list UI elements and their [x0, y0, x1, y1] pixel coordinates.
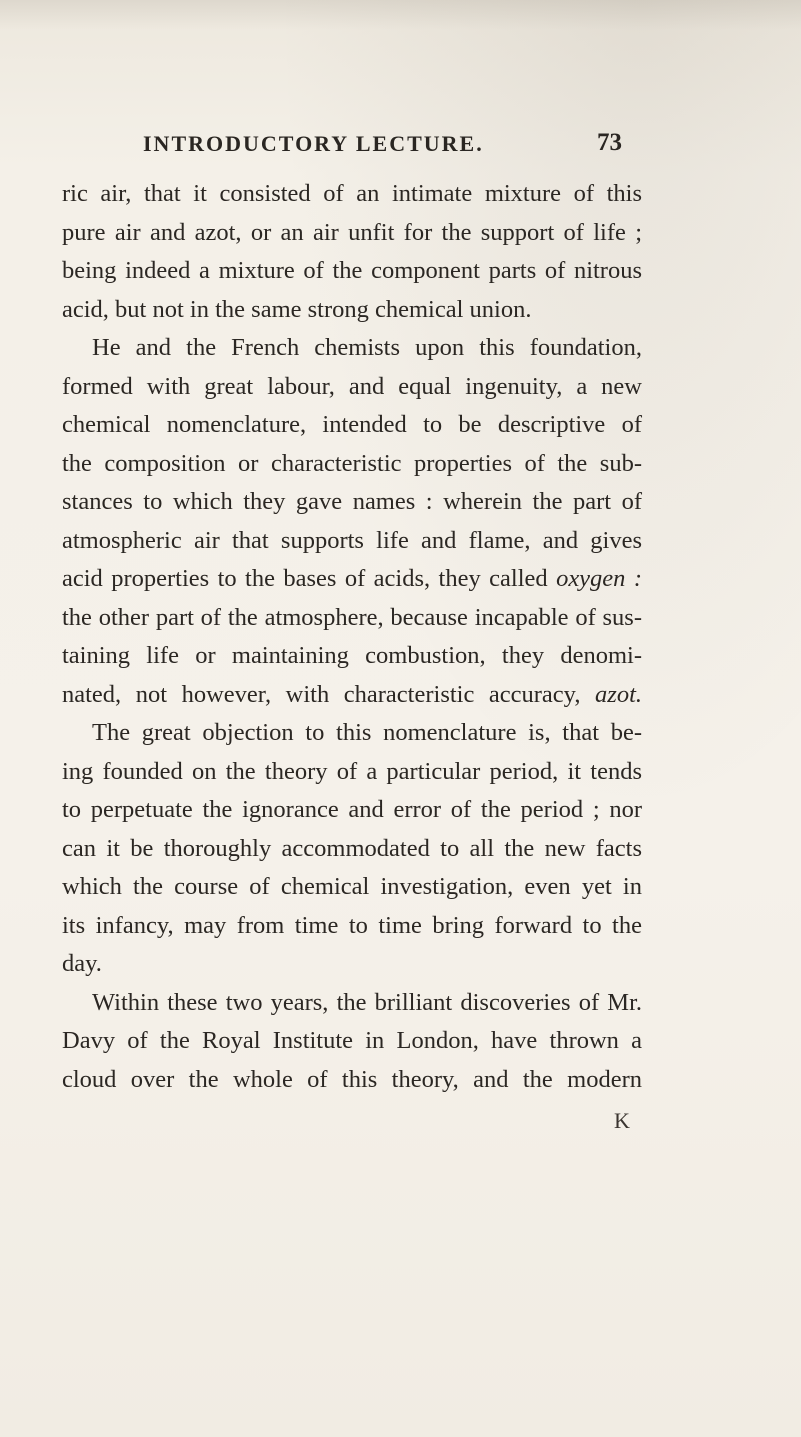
text-line: the composition or characteristic properties of the sub- [62, 449, 642, 477]
italic-term-azot: azot. [595, 680, 642, 708]
text-line: ing founded on the theory of a particular period, it tends [62, 757, 642, 785]
text-line: The great objection to this nomenclature is, that be- [92, 719, 642, 746]
text-line-with-italic [62, 560, 642, 599]
text-line: to perpetuate the ignorance and error of the period ; nor [62, 796, 642, 823]
text-line-with-italic [62, 676, 642, 715]
text-line: day. [62, 950, 102, 977]
text-line: chemical nomenclature, intended to be descriptive of [62, 411, 642, 438]
text-line: taining life or maintaining combustion, they denomi- [62, 642, 642, 669]
italic-term-oxygen: oxygen : [556, 565, 643, 592]
text-line: its infancy, may from time to time bring forward to the [62, 911, 642, 939]
text-line: which the course of chemical investigation, even yet in [62, 873, 642, 900]
text-line: cloud over the whole of this theory, and the modern [62, 1065, 642, 1093]
page-edge-shadow [0, 0, 801, 30]
text-line: being indeed a mixture of the component parts of nitrous [62, 257, 642, 284]
text-line: He and the French chemists upon this foundation, [92, 334, 642, 361]
text-line: formed with great labour, and equal ingenuity, a new [62, 372, 642, 400]
text-fragment: nated, not however, with characteristic accuracy, [62, 680, 581, 708]
text-line: the other part of the atmosphere, because incapable of sus- [62, 603, 642, 631]
running-head: INTRODUCTORY LECTURE. [143, 131, 484, 156]
signature-mark: K [614, 1108, 630, 1133]
text-line: Within these two years, the brilliant discoveries of Mr. [92, 988, 642, 1016]
text-line: stances to which they gave names : wherein the part of [62, 488, 642, 515]
body-text [62, 175, 642, 1099]
text-line: ric air, that it consisted of an intimate mixture of this [62, 180, 642, 207]
text-line: can it be thoroughly accommodated to all the new facts [62, 834, 642, 862]
text-line: atmospheric air that supports life and flame, and gives [62, 526, 642, 554]
text-fragment: acid properties to the bases of acids, they called [62, 565, 548, 592]
text-line: pure air and azot, or an air unfit for the support of life ; [62, 218, 642, 246]
text-line: acid, but not in the same strong chemical union. [62, 295, 532, 323]
page-number: 73 [597, 129, 622, 156]
text-line: Davy of the Royal Institute in London, have thrown a [62, 1027, 642, 1054]
